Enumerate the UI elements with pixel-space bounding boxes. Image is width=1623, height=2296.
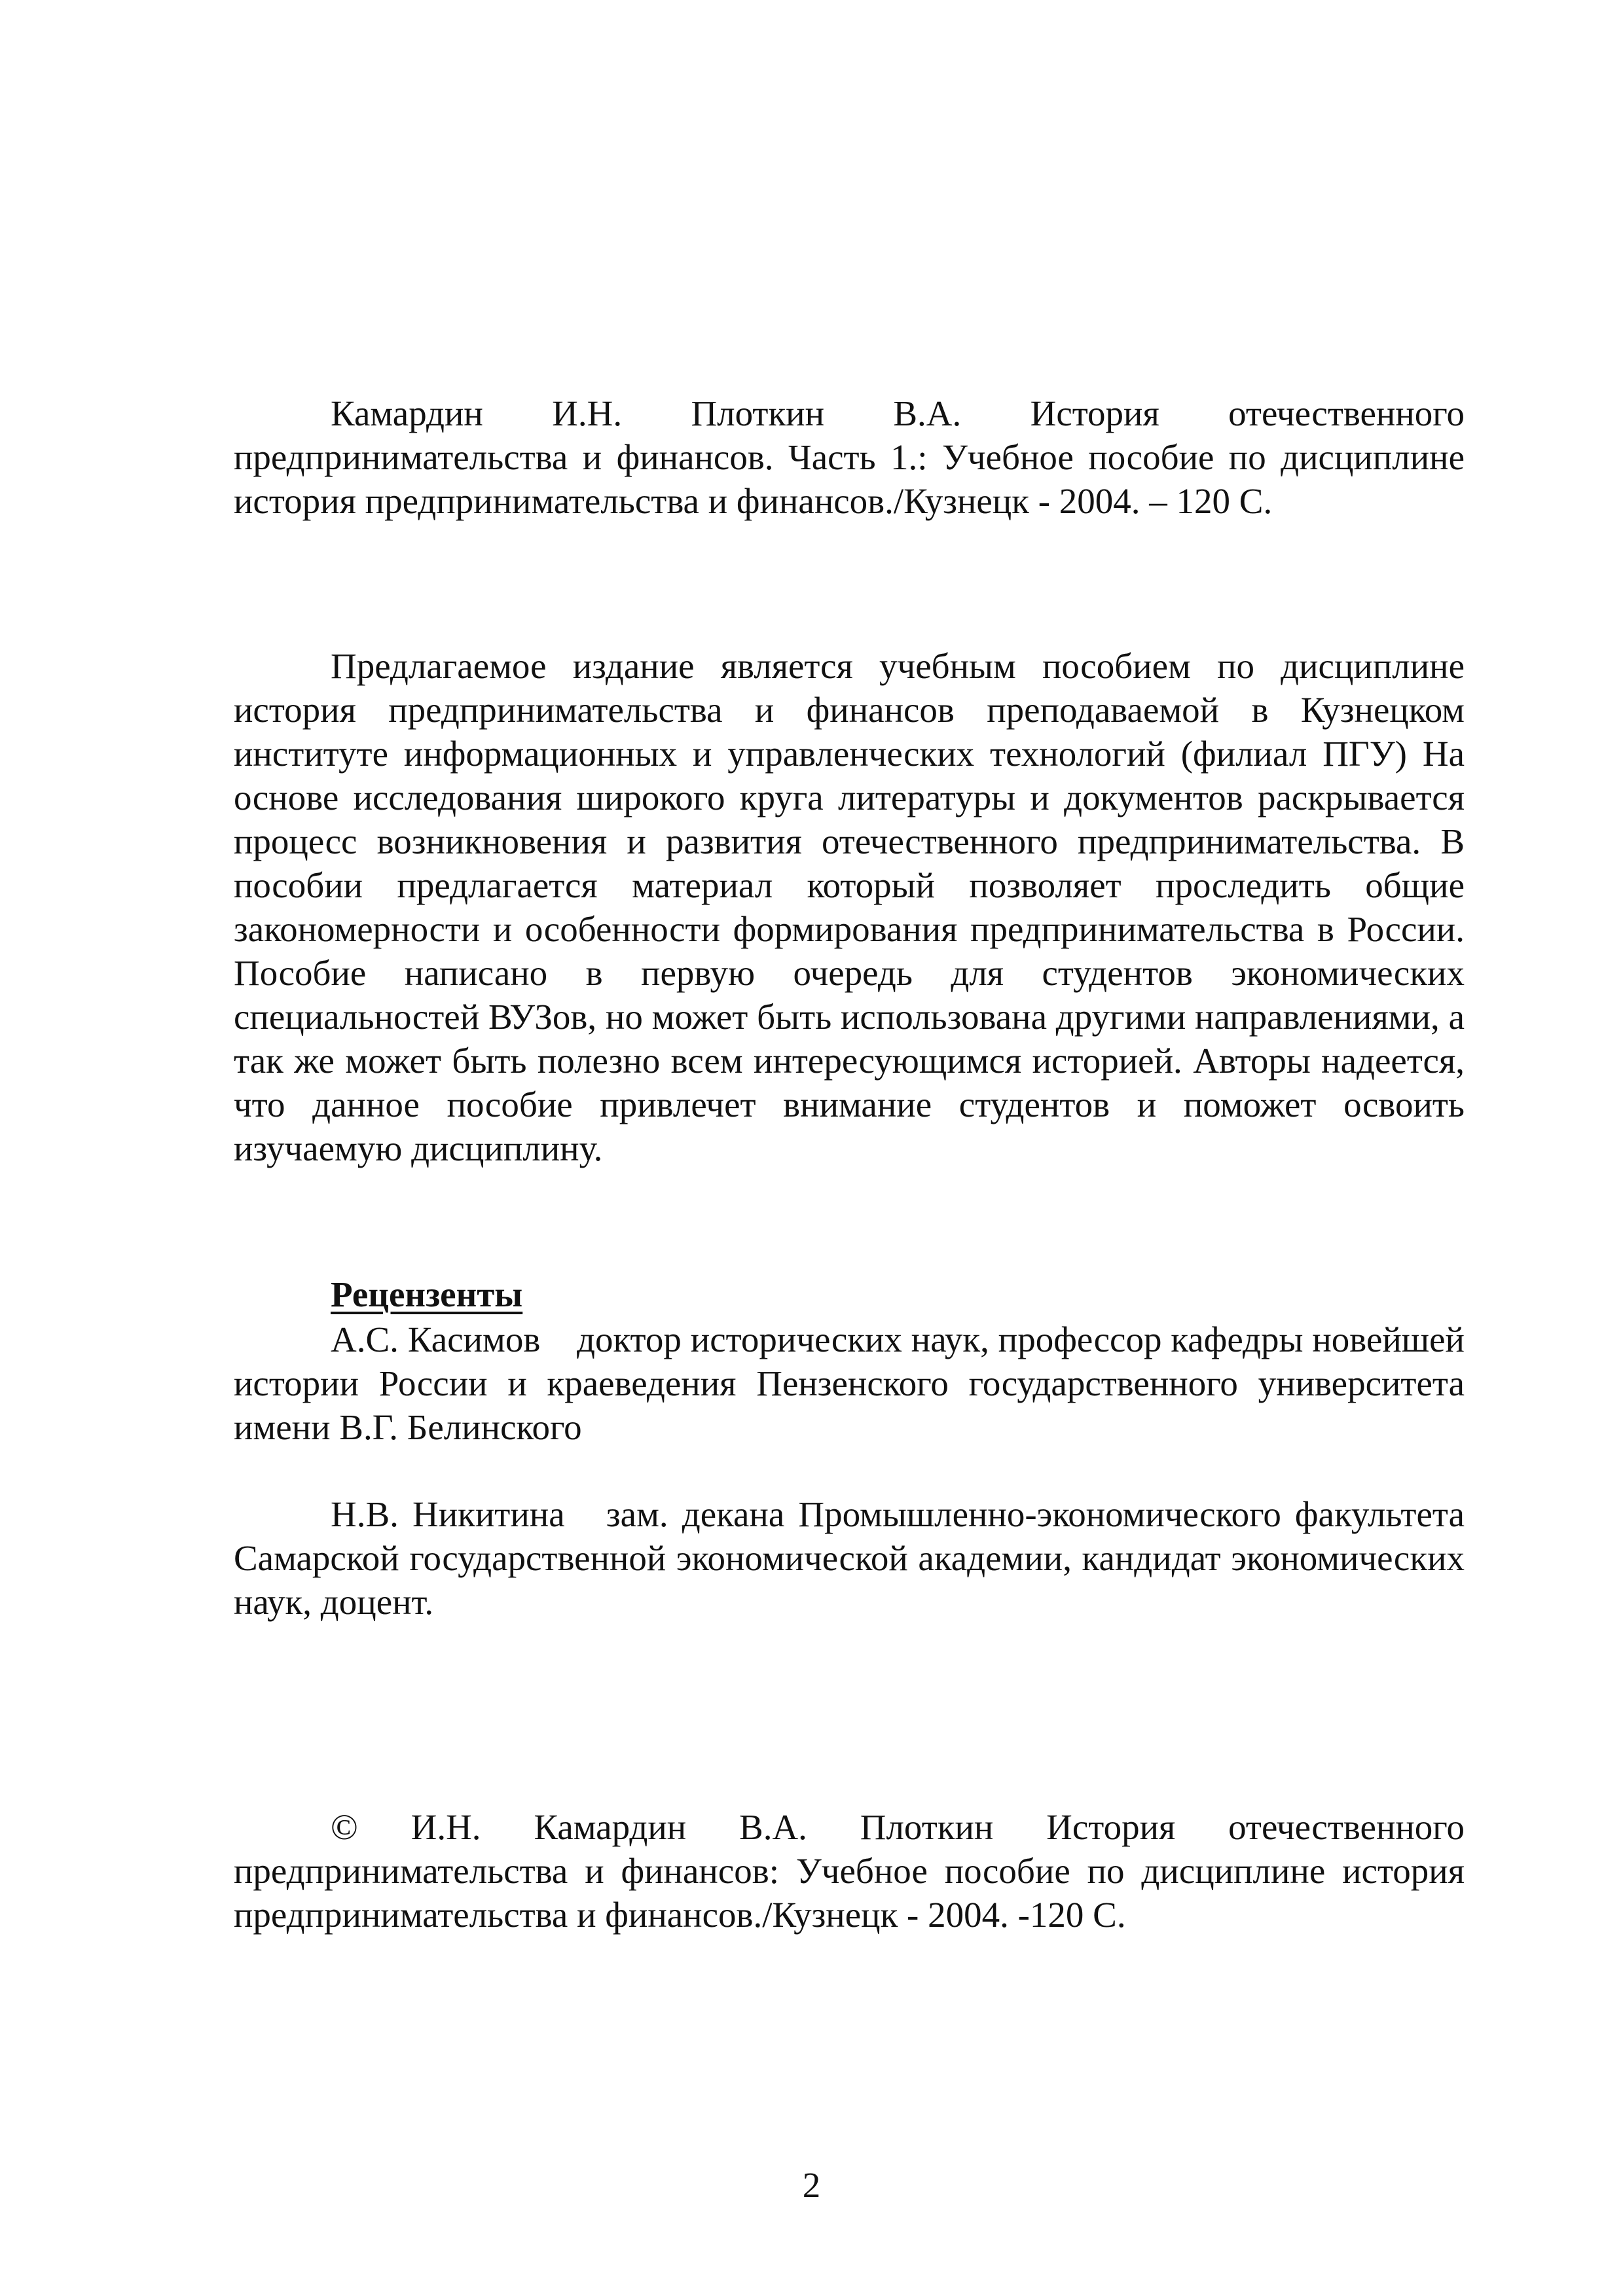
reviewers-section xyxy=(234,1272,1474,1624)
copyright-section xyxy=(234,1805,1465,1937)
abstract-text: Предлагаемое издание является учебным пособием по дисциплине история предпринимательства и финансов преподаваемой в Кузнецком институте информационных и управленческих технологий (филиал ПГУ) На основе исследования широкого круга литературы и документов раскрывается процесс возникновения и развития отечественного предпринимательства. В пособии предлагается материал который позволяет проследить общие закономерности и особенности формирования предпринимательства в России. Пособие написано в первую очередь для студентов экономических специальностей ВУЗов, но может быть использована другими направлениями, а так же может быть полезно всем интересующимся историей. Авторы надеется, что данное пособие привлечет внимание студентов и поможет освоить изучаемую дисциплину. xyxy=(234,646,1465,1168)
reviewers-heading: Рецензенты xyxy=(331,1274,523,1314)
reviewer-2: Н.В. Никитина зам. декана Промышленно-экономического факультета Самарской государственной экономической академии, кандидат экономических наук, доцент. xyxy=(234,1494,1474,1622)
page-number: 2 xyxy=(802,2165,821,2205)
reviewer-1: А.С. Касимов доктор исторических наук, профессор кафедры новейшей истории России и краеведения Пензенского государственного университета имени В.Г. Белинского xyxy=(234,1319,1474,1447)
bibliographic-reference xyxy=(234,391,1465,523)
reviewer-spacer xyxy=(234,1449,1465,1492)
bibliographic-reference-text: Камардин И.Н. Плоткин В.А. История отечественного предпринимательства и финансов. Часть 1.: Учебное пособие по дисциплине история предпринимательства и финансов./Кузнецк - 2004. – 120 С. xyxy=(234,393,1465,521)
copyright-text: © И.Н. Камардин В.А. Плоткин История отечественного предпринимательства и финансов: Учебное пособие по дисциплине история предпринимательства и финансов./Кузнецк - 2004. -120 С. xyxy=(234,1807,1465,1935)
abstract-section xyxy=(234,644,1465,1170)
